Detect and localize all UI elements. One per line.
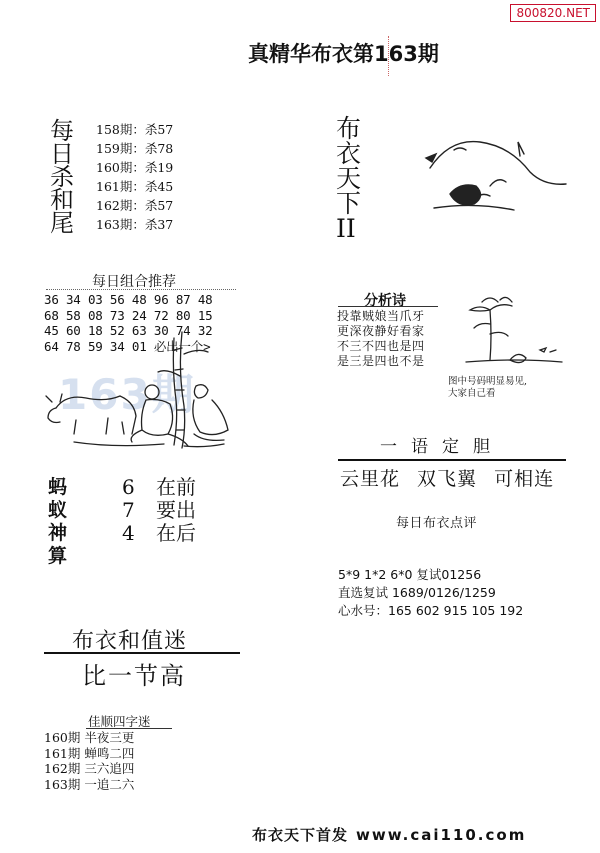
ant-num: 4 [122,521,135,545]
combo-row: 68 58 08 73 24 72 80 15 [44,307,213,323]
four-riddle-row: 162期 三六追四 [44,761,135,776]
one-word-title: 一语定胆 [380,437,504,457]
footer-url-link[interactable]: www.cai110.com [356,826,527,844]
landscape-illustration [410,128,570,218]
ant-row [122,476,196,499]
ant-row [122,522,196,545]
footer-text: 布衣天下首发 [252,826,349,844]
pick-line: 5*9 1*2 6*0 复试01256 [338,567,482,582]
analysis-caption [448,376,558,400]
analysis-poem [337,309,425,369]
kill-row: 162期：杀57 [96,198,174,213]
divider [46,289,236,290]
ant-text: 在前 [156,475,196,499]
kill-row: 160期：杀19 [96,160,174,175]
review-picks [338,566,523,620]
issue-watermark: 163期 [58,370,196,419]
heading-char: II [336,214,356,243]
kill-row: 159期：杀78 [96,141,174,156]
daily-kill-heading [50,117,80,237]
ant-god-list [122,476,196,545]
heading-char: 布 [336,114,362,143]
divider [44,652,240,654]
poem-line: 不三不四也是四 [337,339,425,353]
ant-num: 7 [122,498,135,522]
four-riddle-row: 163期 一追二六 [44,776,135,792]
divider [86,728,172,729]
sum-riddle-title: 布衣和值迷 [72,629,188,654]
tree-illustration [460,290,570,370]
ox-herder-illustration [44,330,244,450]
ant-text: 在后 [156,521,196,545]
combo-row: 45 60 18 52 63 30 74 32 [44,323,213,338]
combo-row: 36 34 03 56 48 96 87 48 [44,292,213,307]
analysis-title: 分析诗 [364,293,406,309]
four-riddle-list [44,730,134,792]
combo-title: 每日组合推荐 [92,274,176,290]
footer [252,824,526,845]
heading-char: 下 [336,189,362,218]
heading-char: 算 [48,545,68,567]
kill-row: 158期：杀57 [96,122,174,137]
page-title: 真精华布衣第163期 [248,42,439,66]
ant-text: 要出 [156,498,196,522]
heading-char: 衣 [336,139,362,168]
combo-row: 64 78 59 34 01 必出一个> [44,338,211,354]
heading-char: 尾 [50,209,74,237]
divider [338,459,566,461]
site-badge[interactable]: 800820.NET [510,4,596,22]
heading-char: 蚂 [48,476,68,498]
caption-line: 大家自己看 [448,388,496,399]
pick-line: 心水号：165 602 915 105 192 [338,603,524,618]
heading-char: 天 [336,164,362,193]
heading-char: 和 [50,186,74,214]
sum-riddle-text: 比一节高 [82,662,186,690]
four-riddle-row: 161期 蝉鸣二四 [44,745,135,761]
buyi-tianxia-heading [336,116,368,241]
ant-num: 6 [122,475,135,499]
review-title: 每日布衣点评 [396,516,478,531]
one-word-riddle: 云里花 双飞翼 可相连 [340,468,555,490]
daily-kill-list [96,120,173,234]
kill-row: 161期：杀45 [96,179,174,194]
heading-char: 每 [50,117,74,145]
heading-char: 蚁 [48,499,68,521]
four-riddle-title: 佳顺四字迷 [88,714,151,729]
heading-char: 神 [48,522,68,544]
heading-char: 杀 [50,163,74,191]
kill-row: 163期：杀37 [96,217,174,232]
poem-line: 更深夜静好看家 [337,324,425,338]
title-decoration [388,36,392,76]
ant-row [122,499,196,522]
caption-line: 图中号码明显易见, [448,376,528,387]
ant-god-heading [48,476,67,568]
poem-line: 投靠贼娘当爪牙 [337,309,425,323]
divider [338,306,438,307]
heading-char: 日 [50,140,74,168]
poem-line: 是三是四也不是 [337,354,425,368]
pick-line: 直选复试 1689/0126/1259 [338,585,496,600]
four-riddle-row: 160期 半夜三更 [44,730,135,745]
